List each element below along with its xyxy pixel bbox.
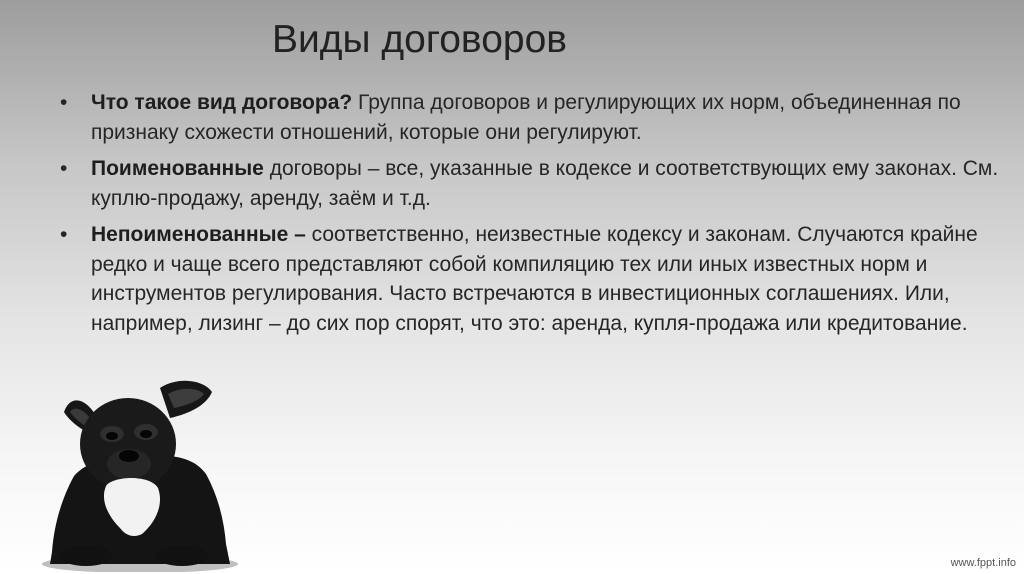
bullet-dot: • xyxy=(60,91,68,114)
bullet-item xyxy=(60,88,1010,147)
footer-watermark: www.fppt.info xyxy=(950,557,1016,569)
bullet-dot: • xyxy=(60,223,68,246)
dog-paw-left xyxy=(60,546,112,566)
bullet-dot: • xyxy=(60,157,68,180)
bullet-bold-text: Непоименованные – xyxy=(91,223,306,246)
puppy-photo xyxy=(28,372,250,572)
dog-nose xyxy=(119,450,139,462)
bullet-bold-text: Что такое вид договора? xyxy=(91,91,353,114)
bullet-item xyxy=(60,220,1010,338)
dog-paw-right xyxy=(156,546,208,566)
bullet-item xyxy=(60,154,1010,213)
bullet-list xyxy=(60,88,1010,345)
bullet-text: соответственно, неизвестные кодексу и законам. Случаются крайне редко и чаще всего представляют собой компиляцию тех или иных известных норм и инструментов регулирования. Часто встречаются в инвестиционных соглашениях. Или, например, лизинг – до сих пор спорят, что это: аренда, купля-продажа или кредитование. xyxy=(91,223,978,335)
bullet-text: договоры – все, указанные в кодексе и соответствующих ему законах. См. куплю-продажу, аренду, заём и т.д. xyxy=(91,157,999,210)
dog-eye-left xyxy=(106,432,118,440)
bullet-text: Группа договоров и регулирующих их норм, объединенная по признаку схожести отношений, которые они регулируют. xyxy=(91,91,961,144)
slide-title: Виды договоров xyxy=(272,18,567,61)
dog-eye-right xyxy=(140,430,152,438)
bullet-bold-text: Поименованные xyxy=(91,157,264,180)
